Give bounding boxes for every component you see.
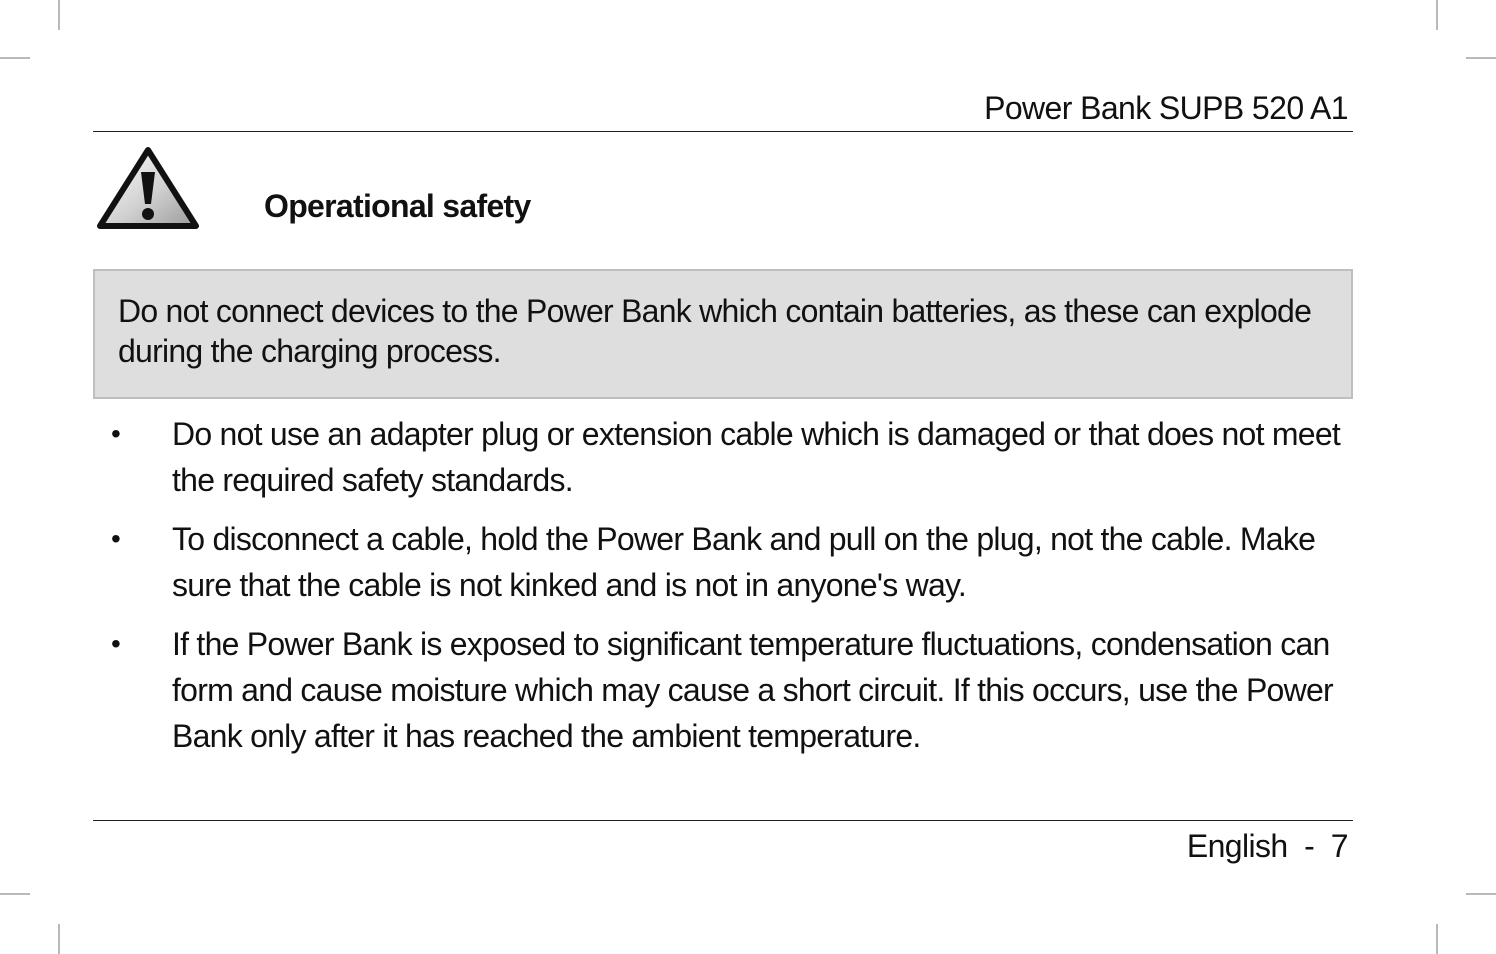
- list-item: [93, 621, 1353, 759]
- crop-mark: [58, 0, 60, 30]
- notice-box: [93, 269, 1353, 399]
- footer-divider: [93, 820, 1353, 821]
- crop-mark: [1466, 57, 1496, 59]
- list-item-text: If the Power Bank is exposed to significant temperature fluctuations, condensation can form and cause moisture which may cause a short circuit. If this occurs, use the Power Bank only after it has reached the ambient temperature.: [172, 626, 1333, 754]
- bullet-icon: •: [111, 628, 121, 659]
- safety-list: [93, 411, 1353, 772]
- bullet-icon: •: [111, 523, 121, 554]
- warning-triangle-icon: [96, 144, 200, 232]
- crop-mark: [0, 893, 30, 895]
- crop-mark: [1436, 0, 1438, 30]
- notice-text: Do not connect devices to the Power Bank which contain batteries, as these can explode during the charging process.: [118, 293, 1312, 369]
- list-item: [93, 516, 1353, 608]
- list-item-text: To disconnect a cable, hold the Power Bank and pull on the plug, not the cable. Make sure that the cable is not kinked and is not in anyone's way.: [172, 521, 1316, 603]
- crop-mark: [58, 924, 60, 954]
- section-title: Operational safety: [264, 188, 531, 224]
- crop-mark: [1466, 893, 1496, 895]
- list-item: [93, 411, 1353, 503]
- list-item-text: Do not use an adapter plug or extension cable which is damaged or that does not meet the required safety standards.: [172, 416, 1340, 498]
- crop-mark: [0, 57, 30, 59]
- footer-page-label: English - 7: [1186, 828, 1348, 864]
- header-product-title: Power Bank SUPB 520 A1: [984, 90, 1348, 126]
- header-divider: [93, 131, 1353, 132]
- crop-mark: [1436, 924, 1438, 954]
- bullet-icon: •: [111, 418, 121, 449]
